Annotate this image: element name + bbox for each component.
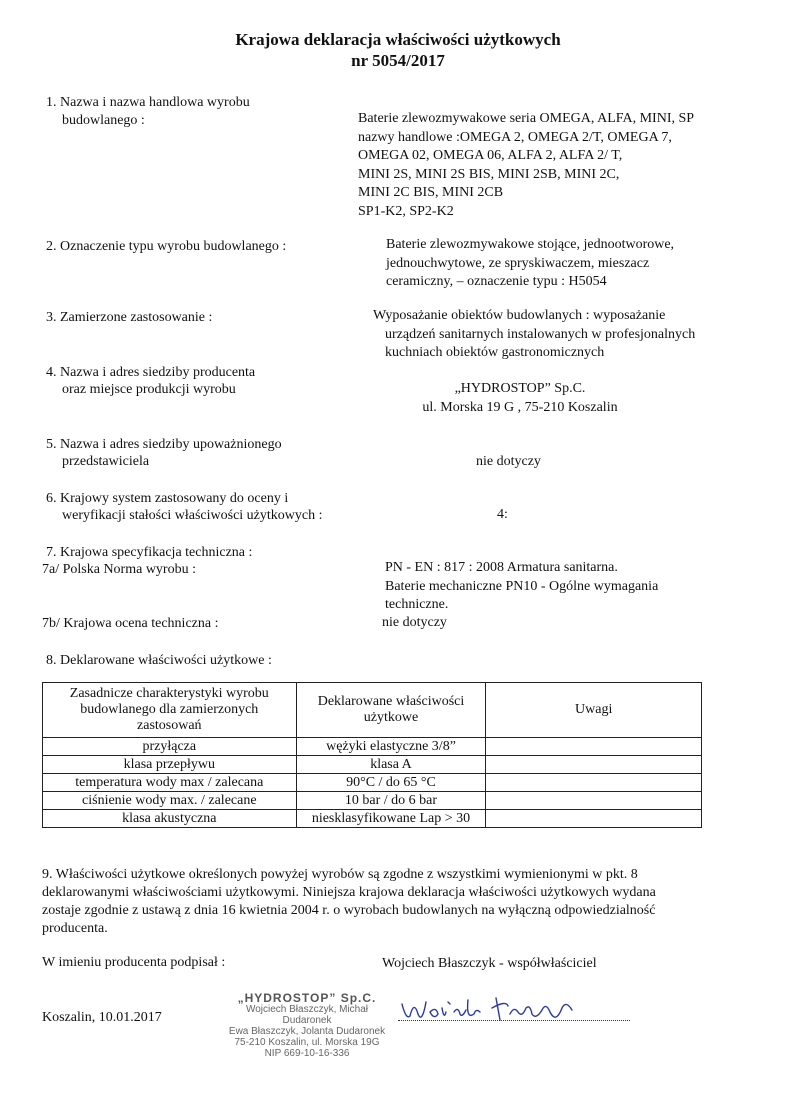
section-7b-label: 7b/ Krajowa ocena techniczna :	[42, 616, 219, 631]
table-cell: klasa akustyczna	[43, 810, 297, 828]
company-stamp: „HYDROSTOP” Sp.C. Wojciech Błaszczyk, Michał Dudaronek Ewa Błaszczyk, Jolanta Dudaronek 75-210 Koszalin, ul. Morska 19G NIP 669-10-16-336	[228, 991, 386, 1059]
section-6-value: 4:	[497, 507, 508, 522]
header-characteristics: Zasadnicze charakterystyki wyrobu budowlanego dla zamierzonych zastosowań	[43, 683, 297, 738]
signer-name: Wojciech Błaszczyk - współwłaściciel	[382, 956, 597, 971]
header-remarks: Uwagi	[486, 683, 702, 738]
section-7-label: 7. Krajowa specyfikacja techniczna :	[46, 545, 253, 560]
table-row	[43, 756, 702, 774]
table-cell	[486, 774, 702, 792]
place-and-date: Koszalin, 10.01.2017	[42, 1010, 162, 1025]
section-4-label: 4. Nazwa i adres siedziby producenta	[46, 365, 256, 380]
section-1-value: Baterie zlewozmywakowe seria OMEGA, ALFA, MINI, SP nazwy handlowe :OMEGA 2, OMEGA 2/T, OMEGA 7, OMEGA 02, OMEGA 06, ALFA 2, ALFA 2/ T, MINI 2S, MINI 2S BIS, MINI 2SB, MINI 2C, MINI 2C BIS, MINI 2CB SP1-K2, SP2-K2	[358, 111, 695, 219]
table-cell: temperatura wody max / zalecana	[43, 774, 297, 792]
signed-by-label: W imieniu producenta podpisał :	[42, 955, 226, 970]
section-9-statement: 9. Właściwości użytkowe określonych powyżej wyrobów są zgodne z wszystkimi wymienionymi w pkt. 8 deklarowanymi właściwościami użytkowymi. Niniejsza krajowa deklaracja właściwości użytkowych wydana zostaje zgodnie z ustawą z dnia 16 kwietnia 2004 r. o wyrobach budowlanych na wyłączną odpowiedzialność producenta.	[42, 867, 656, 936]
section-3-label: 3. Zamierzone zastosowanie :	[46, 310, 213, 325]
table-cell: wężyki elastyczne 3/8”	[296, 738, 486, 756]
section-5-label: 5. Nazwa i adres siedziby upoważnionego	[46, 437, 282, 452]
table-cell	[486, 756, 702, 774]
section-3-value: Wyposażanie obiektów budowlanych : wyposażanie urządzeń sanitarnych instalowanych w profesjonalnych kuchniach obiektów gastronomicznych	[373, 308, 696, 360]
document-title: Krajowa deklaracja właściwości użytkowych	[235, 30, 561, 49]
section-1-label-cont: budowlanego :	[62, 113, 145, 128]
table-cell: ciśnienie wody max. / zalecane	[43, 792, 297, 810]
table-row	[43, 792, 702, 810]
section-6-label: 6. Krajowy system zastosowany do oceny i	[46, 491, 289, 506]
section-1-label: 1. Nazwa i nazwa handlowa wyrobu	[46, 95, 250, 110]
table-cell: 10 bar / do 6 bar	[296, 792, 486, 810]
table-row	[43, 738, 702, 756]
section-5-label-cont: przedstawiciela	[62, 454, 150, 469]
section-7a-value: PN - EN : 817 : 2008 Armatura sanitarna. Baterie mechaniczne PN10 - Ogólne wymagania techniczne.	[385, 560, 659, 612]
section-6-label-cont: weryfikacji stałości właściwości użytkowych :	[62, 508, 323, 523]
table-cell	[486, 738, 702, 756]
section-5-value: nie dotyczy	[476, 454, 541, 469]
section-4-value: „HYDROSTOP” Sp.C. ul. Morska 19 G , 75-210 Koszalin	[422, 381, 618, 415]
table-row	[43, 810, 702, 828]
header-declared: Deklarowane właściwości użytkowe	[296, 683, 486, 738]
document-number: nr 5054/2017	[351, 51, 445, 70]
table-cell: niesklasyfikowane Lap > 30	[296, 810, 486, 828]
table-cell	[486, 810, 702, 828]
section-7b-value: nie dotyczy	[382, 615, 447, 630]
table-cell	[486, 792, 702, 810]
table-cell: klasa A	[296, 756, 486, 774]
section-4-label-cont: oraz miejsce produkcji wyrobu	[62, 382, 236, 397]
table-cell: 90°C / do 65 °C	[296, 774, 486, 792]
table-cell: przyłącza	[43, 738, 297, 756]
table-cell: klasa przepływu	[43, 756, 297, 774]
handwritten-signature	[396, 990, 606, 1030]
table-header-row	[43, 683, 702, 738]
section-7a-label: 7a/ Polska Norma wyrobu :	[42, 562, 196, 577]
section-8-label: 8. Deklarowane właściwości użytkowe :	[46, 653, 272, 668]
section-2-label: 2. Oznaczenie typu wyrobu budowlanego :	[46, 239, 287, 254]
properties-table	[42, 682, 702, 828]
section-2-value: Baterie zlewozmywakowe stojące, jednootworowe, jednouchwytowe, ze spryskiwaczem, mieszacz ceramiczny, – oznaczenie typu : H5054	[386, 237, 675, 289]
table-row	[43, 774, 702, 792]
